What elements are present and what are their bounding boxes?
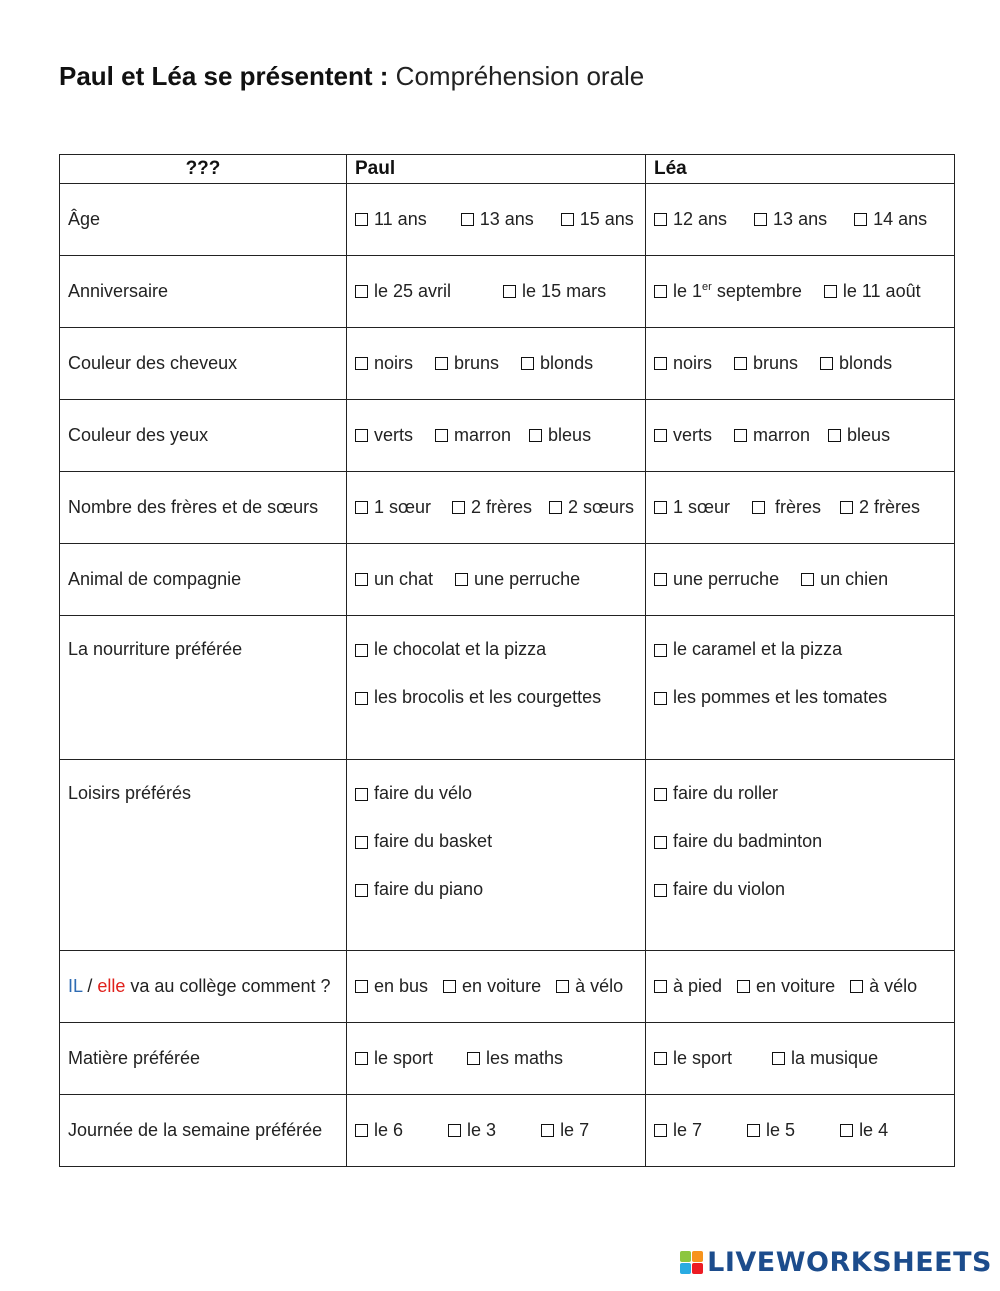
checkbox-option[interactable]: bleus	[529, 425, 591, 446]
checkbox-option[interactable]: le 15 mars	[503, 281, 606, 302]
row-label: IL / elle va au collège comment ?	[60, 951, 347, 1023]
checkbox-option[interactable]: le 5	[747, 1120, 795, 1141]
checkbox-option[interactable]: 2 frères	[840, 497, 920, 518]
checkbox-option[interactable]: faire du vélo	[355, 783, 637, 831]
checkbox-option[interactable]: 1 sœur	[355, 497, 431, 518]
checkbox-option[interactable]: en voiture	[443, 976, 541, 997]
checkbox-icon[interactable]	[654, 213, 667, 226]
checkbox-icon[interactable]	[452, 501, 465, 514]
checkbox-option[interactable]: 14 ans	[854, 209, 927, 230]
checkbox-option[interactable]: à vélo	[556, 976, 623, 997]
checkbox-option[interactable]: blonds	[820, 353, 892, 374]
paul-options	[347, 256, 646, 328]
row-college	[60, 951, 955, 1023]
checkbox-icon[interactable]	[654, 1052, 667, 1065]
checkbox-option[interactable]: frères	[752, 497, 821, 518]
checkbox-option[interactable]: le sport	[355, 1048, 433, 1069]
checkbox-icon[interactable]	[461, 213, 474, 226]
checkbox-option[interactable]: un chien	[801, 569, 888, 590]
checkbox-option[interactable]: la musique	[772, 1048, 878, 1069]
checkbox-option[interactable]: une perruche	[654, 569, 779, 590]
checkbox-option[interactable]: à vélo	[850, 976, 917, 997]
lea-options	[646, 328, 955, 400]
checkbox-option[interactable]: les brocolis et les courgettes	[355, 687, 637, 735]
lea-options	[646, 400, 955, 472]
row-label: Journée de la semaine préférée	[60, 1095, 347, 1167]
checkbox-option[interactable]: le 4	[840, 1120, 888, 1141]
checkbox-option[interactable]: noirs	[654, 353, 712, 374]
checkbox-icon[interactable]	[737, 980, 750, 993]
checkbox-icon[interactable]	[556, 980, 569, 993]
row-anniversaire	[60, 256, 955, 328]
checkbox-icon[interactable]	[654, 980, 667, 993]
checkbox-option[interactable]: en voiture	[737, 976, 835, 997]
checkbox-option[interactable]: le 25 avril	[355, 281, 451, 302]
row-yeux	[60, 400, 955, 472]
checkbox-option[interactable]: marron	[435, 425, 511, 446]
paul-options	[347, 1023, 646, 1095]
paul-options	[347, 400, 646, 472]
page-title-subtitle: Compréhension orale	[388, 61, 645, 91]
checkbox-icon[interactable]	[850, 980, 863, 993]
row-journee	[60, 1095, 955, 1167]
checkbox-icon[interactable]	[448, 1124, 461, 1137]
lea-options	[646, 1095, 955, 1167]
checkbox-option[interactable]: un chat	[355, 569, 433, 590]
paul-options	[347, 544, 646, 616]
checkbox-option[interactable]: noirs	[355, 353, 413, 374]
label-elle: elle	[97, 976, 126, 996]
checkbox-option[interactable]: bruns	[734, 353, 798, 374]
checkbox-icon[interactable]	[355, 501, 368, 514]
row-label: Couleur des cheveux	[60, 328, 347, 400]
checkbox-option[interactable]: 2 frères	[452, 497, 532, 518]
label-il: IL	[68, 976, 83, 996]
paul-options	[347, 472, 646, 544]
checkbox-icon[interactable]	[443, 980, 456, 993]
checkbox-icon[interactable]	[355, 429, 368, 442]
row-matiere	[60, 1023, 955, 1095]
checkbox-icon[interactable]	[521, 357, 534, 370]
checkbox-option[interactable]: faire du violon	[654, 879, 946, 927]
checkbox-option[interactable]: le 7	[654, 1120, 702, 1141]
table-header-row	[60, 155, 955, 184]
checkbox-option[interactable]: le chocolat et la pizza	[355, 639, 637, 687]
paul-options	[347, 328, 646, 400]
page-title-bold: Paul et Léa se présentent :	[59, 61, 389, 91]
checkbox-option[interactable]: 13 ans	[754, 209, 827, 230]
checkbox-option[interactable]: les pommes et les tomates	[654, 687, 946, 735]
checkbox-icon[interactable]	[854, 213, 867, 226]
checkbox-icon[interactable]	[355, 836, 368, 849]
checkbox-icon[interactable]	[654, 573, 667, 586]
checkbox-icon[interactable]	[549, 501, 562, 514]
checkbox-option[interactable]: en bus	[355, 976, 428, 997]
checkbox-option[interactable]: verts	[355, 425, 413, 446]
checkbox-option[interactable]: 2 sœurs	[549, 497, 634, 518]
checkbox-option[interactable]: 11 ans	[355, 209, 427, 230]
lea-options	[646, 184, 955, 256]
checkbox-icon[interactable]	[772, 1052, 785, 1065]
lea-options	[646, 544, 955, 616]
row-label: Animal de compagnie	[60, 544, 347, 616]
checkbox-option[interactable]: le 3	[448, 1120, 496, 1141]
checkbox-option[interactable]: marron	[734, 425, 810, 446]
checkbox-icon[interactable]	[529, 429, 542, 442]
row-label: Nombre des frères et de sœurs	[60, 472, 347, 544]
checkbox-option[interactable]: le sport	[654, 1048, 732, 1069]
checkbox-icon[interactable]	[355, 788, 368, 801]
checkbox-option[interactable]: le 11 août	[824, 281, 921, 302]
checkbox-icon[interactable]	[467, 1052, 480, 1065]
checkbox-icon[interactable]	[734, 357, 747, 370]
checkbox-icon[interactable]	[355, 884, 368, 897]
checkbox-option[interactable]: à pied	[654, 976, 722, 997]
checkbox-icon[interactable]	[828, 429, 841, 442]
checkbox-option[interactable]: faire du piano	[355, 879, 637, 927]
checkbox-icon[interactable]	[355, 980, 368, 993]
row-age	[60, 184, 955, 256]
checkbox-icon[interactable]	[355, 573, 368, 586]
checkbox-icon[interactable]	[654, 644, 667, 657]
checkbox-icon[interactable]	[355, 692, 368, 705]
header-paul: Paul	[347, 155, 646, 184]
checkbox-icon[interactable]	[654, 836, 667, 849]
liveworksheets-logo-icon	[680, 1251, 703, 1274]
checkbox-icon[interactable]	[435, 429, 448, 442]
logo-text: LIVEWORKSHEETS	[707, 1246, 992, 1278]
header-lea: Léa	[646, 155, 955, 184]
row-loisirs	[60, 760, 955, 951]
checkbox-icon[interactable]	[840, 1124, 853, 1137]
lea-options	[646, 760, 955, 951]
checkbox-option[interactable]: les maths	[467, 1048, 563, 1069]
checkbox-icon[interactable]	[824, 285, 837, 298]
paul-options	[347, 184, 646, 256]
row-animal	[60, 544, 955, 616]
row-nourriture	[60, 616, 955, 760]
checkbox-icon[interactable]	[355, 1124, 368, 1137]
paul-options	[347, 616, 646, 760]
liveworksheets-logo[interactable]	[680, 1245, 992, 1279]
checkbox-icon[interactable]	[752, 501, 765, 514]
lea-options	[646, 256, 955, 328]
header-question: ???	[60, 155, 347, 184]
checkbox-option[interactable]: le 7	[541, 1120, 589, 1141]
checkbox-icon[interactable]	[355, 357, 368, 370]
checkbox-icon[interactable]	[503, 285, 516, 298]
checkbox-icon[interactable]	[754, 213, 767, 226]
checkbox-icon[interactable]	[801, 573, 814, 586]
lea-options	[646, 1023, 955, 1095]
checkbox-option[interactable]: 12 ans	[654, 209, 727, 230]
paul-options	[347, 1095, 646, 1167]
checkbox-icon[interactable]	[355, 1052, 368, 1065]
lea-options	[646, 472, 955, 544]
checkbox-icon[interactable]	[561, 213, 574, 226]
checkbox-icon[interactable]	[654, 357, 667, 370]
row-label: Anniversaire	[60, 256, 347, 328]
checkbox-icon[interactable]	[654, 884, 667, 897]
checkbox-option[interactable]: le 1er septembre	[654, 281, 802, 302]
checkbox-icon[interactable]	[654, 501, 667, 514]
checkbox-option[interactable]: faire du badminton	[654, 831, 946, 879]
checkbox-icon[interactable]	[355, 213, 368, 226]
row-fratrie	[60, 472, 955, 544]
checkbox-option[interactable]: 15 ans	[561, 209, 634, 230]
row-label: Loisirs préférés	[60, 760, 347, 951]
checkbox-option[interactable]: faire du roller	[654, 783, 946, 831]
checkbox-icon[interactable]	[820, 357, 833, 370]
checkbox-icon[interactable]	[455, 573, 468, 586]
checkbox-option[interactable]: le caramel et la pizza	[654, 639, 946, 687]
row-label: La nourriture préférée	[60, 616, 347, 760]
checkbox-option[interactable]: le 6	[355, 1120, 403, 1141]
checkbox-option[interactable]: verts	[654, 425, 712, 446]
paul-options	[347, 760, 646, 951]
row-label: Couleur des yeux	[60, 400, 347, 472]
checkbox-option[interactable]: bleus	[828, 425, 890, 446]
checkbox-option[interactable]: faire du basket	[355, 831, 637, 879]
checkbox-icon[interactable]	[654, 285, 667, 298]
checkbox-icon[interactable]	[355, 644, 368, 657]
paul-options	[347, 951, 646, 1023]
checkbox-icon[interactable]	[541, 1124, 554, 1137]
checkbox-option[interactable]: bruns	[435, 353, 499, 374]
checkbox-icon[interactable]	[654, 692, 667, 705]
row-label: Matière préférée	[60, 1023, 347, 1095]
page-title	[59, 58, 644, 94]
checkbox-icon[interactable]	[654, 429, 667, 442]
checkbox-icon[interactable]	[654, 1124, 667, 1137]
lea-options	[646, 951, 955, 1023]
checkbox-option[interactable]: une perruche	[455, 569, 580, 590]
checkbox-icon[interactable]	[840, 501, 853, 514]
checkbox-icon[interactable]	[734, 429, 747, 442]
row-cheveux	[60, 328, 955, 400]
checkbox-icon[interactable]	[654, 788, 667, 801]
checkbox-option[interactable]: 13 ans	[461, 209, 534, 230]
worksheet-table	[59, 154, 955, 1167]
checkbox-option[interactable]: blonds	[521, 353, 593, 374]
checkbox-icon[interactable]	[747, 1124, 760, 1137]
checkbox-option[interactable]: 1 sœur	[654, 497, 730, 518]
checkbox-icon[interactable]	[435, 357, 448, 370]
row-label: Âge	[60, 184, 347, 256]
lea-options	[646, 616, 955, 760]
checkbox-icon[interactable]	[355, 285, 368, 298]
